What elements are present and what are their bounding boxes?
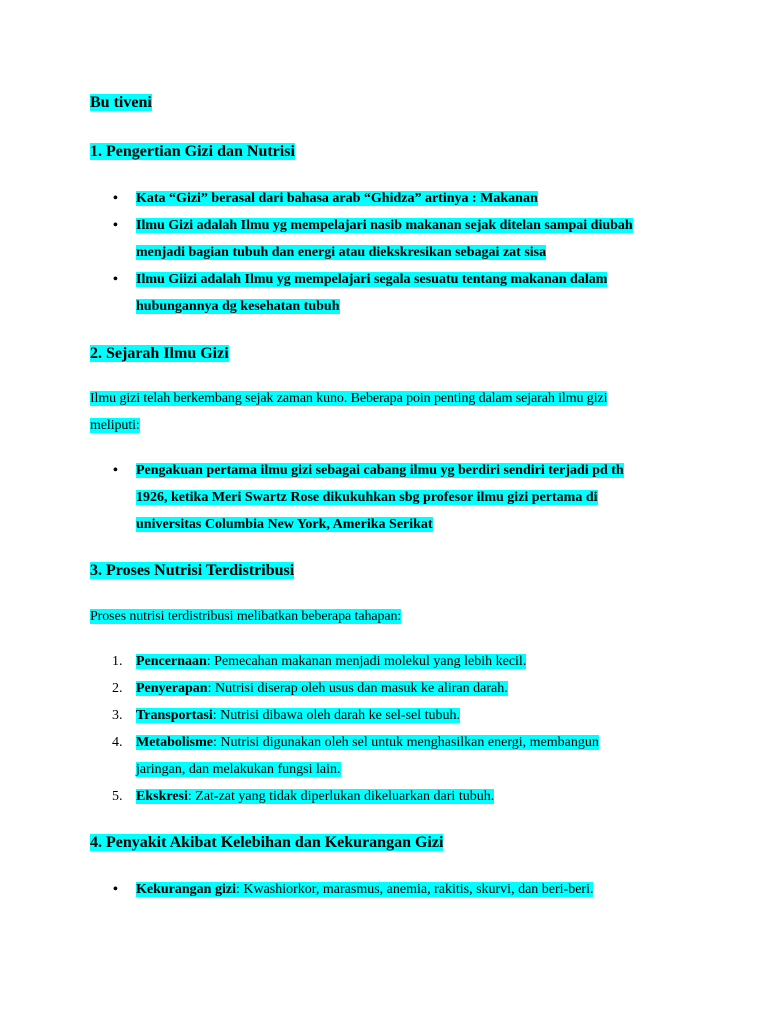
list-item: Ilmu Gizi adalah Ilmu yg mempelajari nasib makanan sejak ditelan sampai diubah [136, 218, 633, 233]
bullet-symbol: • [113, 882, 118, 897]
list-item: Pengakuan pertama ilmu gizi sebagai cabang ilmu yg berdiri sendiri terjadi pd th [136, 463, 624, 478]
bullet-symbol: • [113, 272, 118, 287]
section-1-heading [90, 142, 295, 162]
list-term: Kekurangan gizi [136, 882, 236, 897]
step-term: Ekskresi [136, 789, 188, 804]
list-item: Penyerapan: Nutrisi diserap oleh usus dan masuk ke aliran darah. [136, 681, 508, 696]
list-item: Kata “Gizi” berasal dari bahasa arab “Ghidza” artinya : Makanan [136, 191, 538, 206]
section-4-heading-text: 4. Penyakit Akibat Kelebihan dan Kekurangan Gizi [90, 834, 444, 851]
list-number: 1. [112, 654, 123, 669]
section-2-heading [90, 344, 229, 364]
list-number: 5. [112, 789, 123, 804]
list-item: Transportasi: Nutrisi dibawa oleh darah ke sel-sel tubuh. [136, 708, 461, 723]
list-item: Ekskresi: Zat-zat yang tidak diperlukan dikeluarkan dari tubuh. [136, 789, 495, 804]
step-term: Pencernaan [136, 654, 207, 669]
list-item-continuation: 1926, ketika Meri Swartz Rose dikukuhkan sbg profesor ilmu gizi pertama di [136, 490, 598, 505]
list-item-continuation: menjadi bagian tubuh dan energi atau diekskresikan sebagai zat sisa [136, 245, 547, 260]
list-item: Pencernaan: Pemecahan makanan menjadi molekul yang lebih kecil. [136, 654, 527, 669]
bullet-symbol: • [113, 463, 118, 478]
author-name: Bu tiveni [90, 94, 152, 111]
bullet-symbol: • [113, 191, 118, 206]
list-number: 2. [112, 681, 123, 696]
section-2-heading-text: 2. Sejarah Ilmu Gizi [90, 345, 229, 362]
list-item-continuation: universitas Columbia New York, Amerika Serikat [136, 517, 433, 532]
section-4-heading [90, 833, 443, 853]
paragraph-continuation: meliputi: [90, 418, 140, 433]
step-term: Metabolisme [136, 735, 213, 750]
section-3-heading-text: 3. Proses Nutrisi Terdistribusi [90, 562, 295, 579]
list-item-continuation: jaringan, dan melakukan fungsi lain. [136, 762, 341, 777]
list-number: 3. [112, 708, 123, 723]
author-line [90, 93, 152, 113]
list-number: 4. [112, 735, 123, 750]
step-term: Transportasi [136, 708, 213, 723]
list-item-continuation: hubungannya dg kesehatan tubuh [136, 299, 340, 314]
section-3-heading [90, 561, 294, 581]
paragraph: Ilmu gizi telah berkembang sejak zaman kuno. Beberapa poin penting dalam sejarah ilmu gizi [90, 391, 608, 406]
list-item: Kekurangan gizi: Kwashiorkor, marasmus, anemia, rakitis, skurvi, dan beri-beri. [136, 882, 594, 897]
paragraph: Proses nutrisi terdistribusi melibatkan beberapa tahapan: [90, 609, 402, 624]
step-term: Penyerapan [136, 681, 208, 696]
bullet-symbol: • [113, 218, 118, 233]
list-item: Metabolisme: Nutrisi digunakan oleh sel untuk menghasilkan energi, membangun [136, 735, 599, 750]
section-1-heading-text: 1. Pengertian Gizi dan Nutrisi [90, 143, 295, 160]
list-item: Ilmu Giizi adalah Ilmu yg mempelajari segala sesuatu tentang makanan dalam [136, 272, 608, 287]
